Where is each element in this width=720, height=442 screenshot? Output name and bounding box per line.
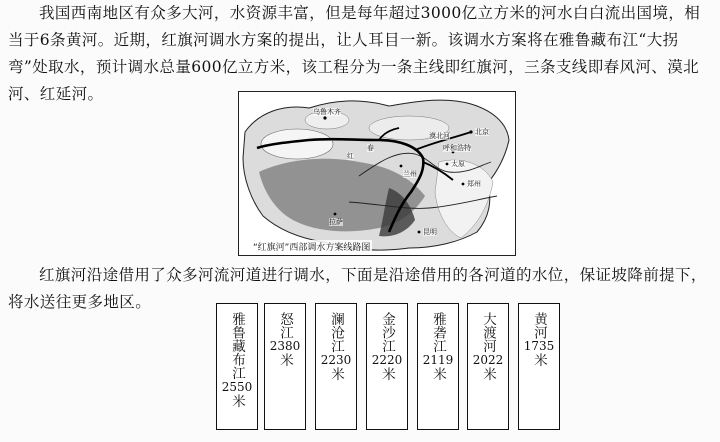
city-dot (418, 231, 421, 234)
river-level: 2220 (371, 352, 403, 367)
map-label-hong: 红 (347, 152, 354, 160)
diversion-route-map (238, 91, 516, 256)
river-box-dadu (467, 303, 509, 430)
city-dot (446, 163, 449, 166)
map-label-mobei: 漠北河 (429, 132, 450, 140)
city-dot (400, 165, 403, 168)
city-dot (462, 183, 465, 186)
river-name: 雅鲁藏布江 (229, 312, 245, 380)
city-dot (469, 130, 472, 133)
river-box-nu (264, 303, 306, 430)
map-label-chun: 春 (367, 144, 374, 152)
river-unit: 米 (430, 366, 446, 380)
intro-paragraph: 我国西南地区有众多大河，水资源丰富，但是每年超过3000亿立方米的河水白白流出国境，相当于6条黄河。近期，红旗河调水方案的提出，让人耳目一新。该调水方案将在雅鲁藏布江“大拐弯”处取水，预计调水总量600亿立方米，该工程分为一条主线即红旗河，三条支线即春风河、漠北河、红延河。 (8, 4, 701, 103)
river-box-lancang (315, 303, 357, 430)
river-unit: 米 (480, 366, 496, 380)
river-name: 雅砻江 (430, 312, 446, 353)
river-box-yellow (518, 303, 560, 430)
river-name: 澜沧江 (328, 312, 344, 353)
river-box-yarlung (216, 303, 258, 430)
river-level: 2550 (221, 379, 253, 394)
river-level: 2022 (472, 352, 504, 367)
river-name: 黄河 (531, 312, 547, 339)
map-label-lanzhou: 兰州 (403, 170, 417, 178)
river-name: 怒江 (277, 312, 293, 339)
river-unit: 米 (379, 366, 395, 380)
map-label-hohhot: 呼和浩特 (443, 144, 471, 152)
river-name: 金沙江 (379, 312, 395, 353)
map-label-taiyuan: 太原 (451, 160, 465, 168)
map-label-beijing: 北京 (475, 128, 489, 136)
river-unit: 米 (277, 353, 293, 367)
river-box-jinsha (366, 303, 408, 430)
map-graphic (239, 92, 515, 255)
city-dot (334, 213, 337, 216)
river-level: 2230 (320, 352, 352, 367)
map-caption: “红旗河”西部调水方案线路图 (251, 240, 372, 253)
river-level: 2119 (422, 352, 454, 367)
river-name: 大渡河 (480, 312, 496, 353)
river-box-yalong (417, 303, 459, 430)
river-level: 2380 (269, 339, 301, 353)
river-unit: 米 (531, 353, 547, 367)
river-level: 1735 (523, 339, 555, 353)
map-label-zhengzhou: 郑州 (467, 180, 481, 188)
river-unit: 米 (328, 366, 344, 380)
map-label-kunming: 昆明 (423, 228, 437, 236)
map-label-lhasa: 拉萨 (329, 218, 343, 226)
map-label-urumqi: 乌鲁木齐 (313, 108, 341, 116)
city-dot (323, 116, 326, 119)
river-unit: 米 (229, 393, 245, 407)
borrow-paragraph: 红旗河沿途借用了众多河流河道进行调水，下面是沿途借用的各河道的水位，保证坡降前提下，将水送往更多地区。 (8, 266, 707, 311)
